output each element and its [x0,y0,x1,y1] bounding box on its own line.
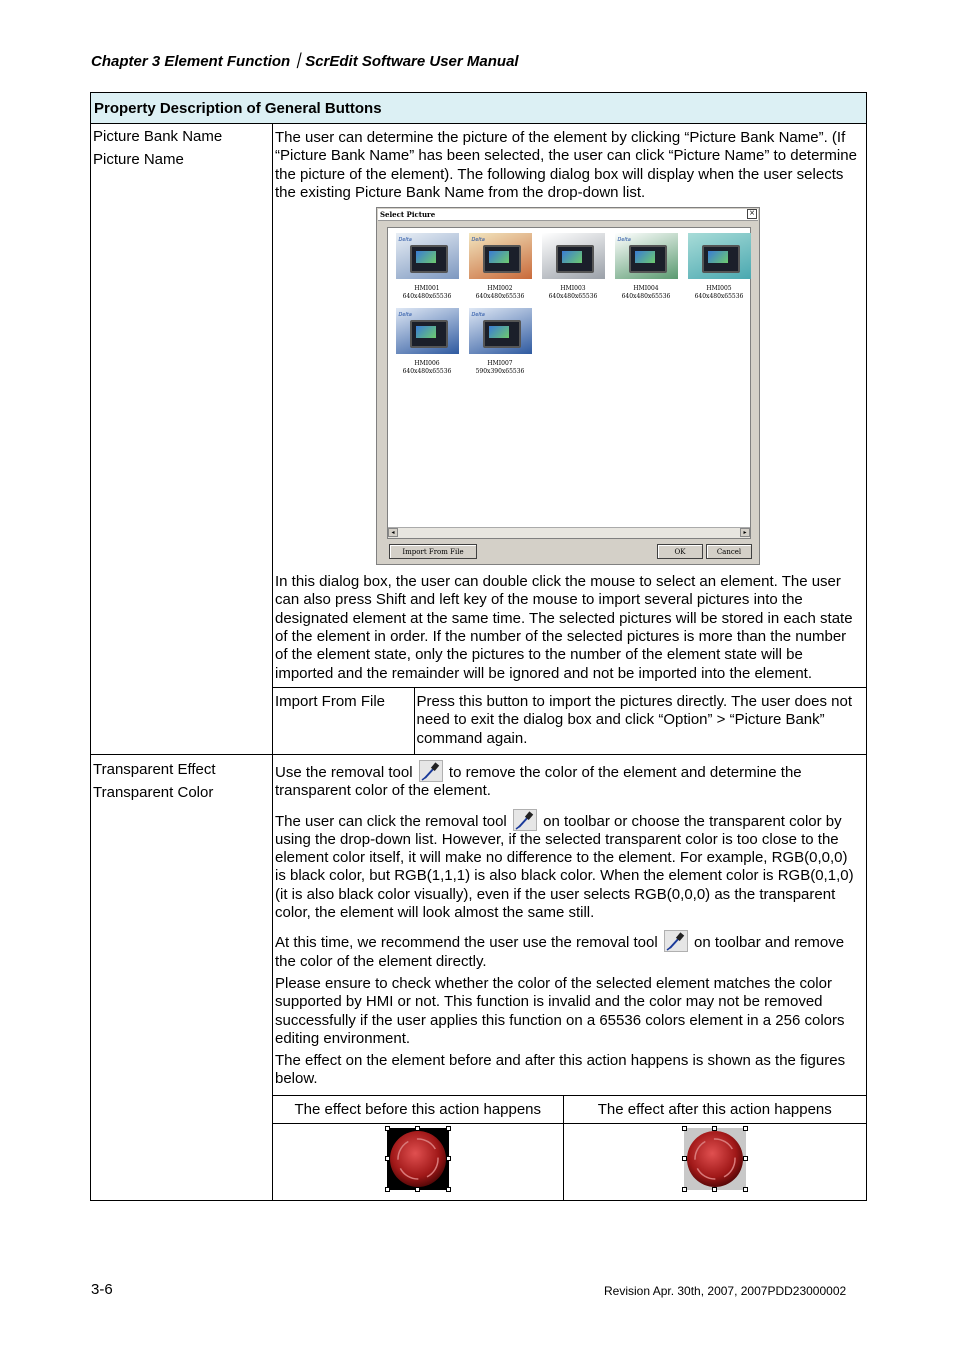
label-picture-name: Picture Name [93,151,184,169]
thumbnail-image: Delta [469,308,532,354]
row2-paragraph-2: The user can click the removal tool on toolbar or choose the transparent color by using the drop-down list. However, if the selected transparent color is too close to the element color itself, it will make no difference to the element. For example, RGB(0,0,0) is black color, but RGB(1,1,1) is also black color. When the element color is RGB(0,1,0) (it is also black color visually), even if the user selects RGB(0,0,0) as the transparent color, the element will look almost the same still. [273,809,866,923]
page-number: 3-6 [91,1281,113,1298]
select-picture-dialog [376,207,760,565]
removal-tool-icon [419,760,443,782]
row1-after-text: In this dialog box, the user can double click the mouse to select an element. The user can also press Shift and left key of the mouse to import several pictures into the designated element at the same time. The selected pictures will be stored in each state of the element in order. If the number of the selected pictures is more than the number of the element state, only the pictures to the number of the element state will be imported and the remainder will be ignored and not be imported into the element. [275,573,853,682]
label-picture-bank-name: Picture Bank Name [93,128,223,145]
cancel-button[interactable]: Cancel [706,544,752,559]
thumbnail-image: Delta [396,308,459,354]
row1-description [273,124,867,755]
picture-item[interactable]: Delta HMI002 640x480x65536 [465,233,535,301]
thumbnail-image: Delta [396,233,459,279]
picture-list[interactable] [387,227,751,539]
import-from-file-button[interactable]: Import From File [389,544,477,559]
row2-paragraph-1: Use the removal tool to remove the color of the element and determine the transparent color of the element. [273,755,866,801]
thumbnail-image [542,233,605,279]
row2-paragraph-3: At this time, we recommend the user use the removal tool on toolbar and remove the color of the element directly. [273,930,866,971]
property-table [90,92,867,1201]
effect-after-header: The effect after this action happens [563,1095,866,1123]
dialog-title: Select Picture [378,209,758,221]
page-header: Chapter 3 Element Function｜ScrEdit Software User Manual [91,53,519,70]
row1-intro: The user can determine the picture of the element by clicking “Picture Bank Name”. (If “Picture Bank Name” has been selected, the user can click “Picture Name” to determine the picture of the element). The following dialog box will display when the user selects the existing Picture Bank Name from the drop-down list. [275,129,857,201]
table-title: Property Description of General Buttons [91,93,867,124]
picture-item[interactable]: HMI005 640x480x65536 [684,233,754,301]
thumbnail-image: Delta [469,233,532,279]
removal-tool-icon [513,809,537,831]
row2-labels [91,754,273,1200]
label-transparent-color: Transparent Color [93,784,214,802]
picture-item[interactable]: HMI003 640x480x65536 [538,233,608,301]
row1-labels [91,124,273,755]
picture-item[interactable]: Delta HMI001 640x480x65536 [392,233,462,301]
effect-after-cell [563,1124,866,1201]
row2-paragraph-5: The effect on the element before and after this action happens is shown as the figures below. [275,1052,846,1088]
row2-description [273,754,867,1200]
import-from-file-description: Press this button to import the pictures directly. The user does not need to exit the dialog box and click “Option” > “Picture Bank” command again. [414,687,866,754]
picture-item[interactable]: Delta HMI004 640x480x65536 [611,233,681,301]
red-button-before-image [387,1128,449,1190]
scroll-left-icon[interactable]: ◂ [388,528,398,537]
dialog-close-button[interactable]: × [747,209,757,219]
red-button-after-image [684,1128,746,1190]
picture-item[interactable]: Delta HMI007 590x390x65536 [465,308,535,376]
thumbnail-image: Delta [615,233,678,279]
effect-comparison-table [273,1095,866,1200]
effect-before-cell [273,1124,563,1201]
thumbnail-image [688,233,751,279]
picture-item[interactable]: Delta HMI006 640x480x65536 [392,308,462,376]
horizontal-scrollbar[interactable] [388,527,750,538]
import-from-file-label: Import From File [273,687,414,754]
removal-tool-icon [664,930,688,952]
revision-text: Revision Apr. 30th, 2007, 2007PDD23000002 [604,1284,847,1298]
import-from-file-table [273,687,866,754]
row2-paragraph-4: Please ensure to check whether the color of the selected element matches the color supported by HMI or not. This function is invalid and the color may not be removed successfully if the user applies this function on a 65536 colors element in a 256 colors editing environment. [275,974,845,1047]
scroll-right-icon[interactable]: ▸ [740,528,750,537]
effect-before-header: The effect before this action happens [273,1095,563,1123]
label-transparent-effect: Transparent Effect [93,760,216,778]
ok-button[interactable]: OK [657,544,703,559]
